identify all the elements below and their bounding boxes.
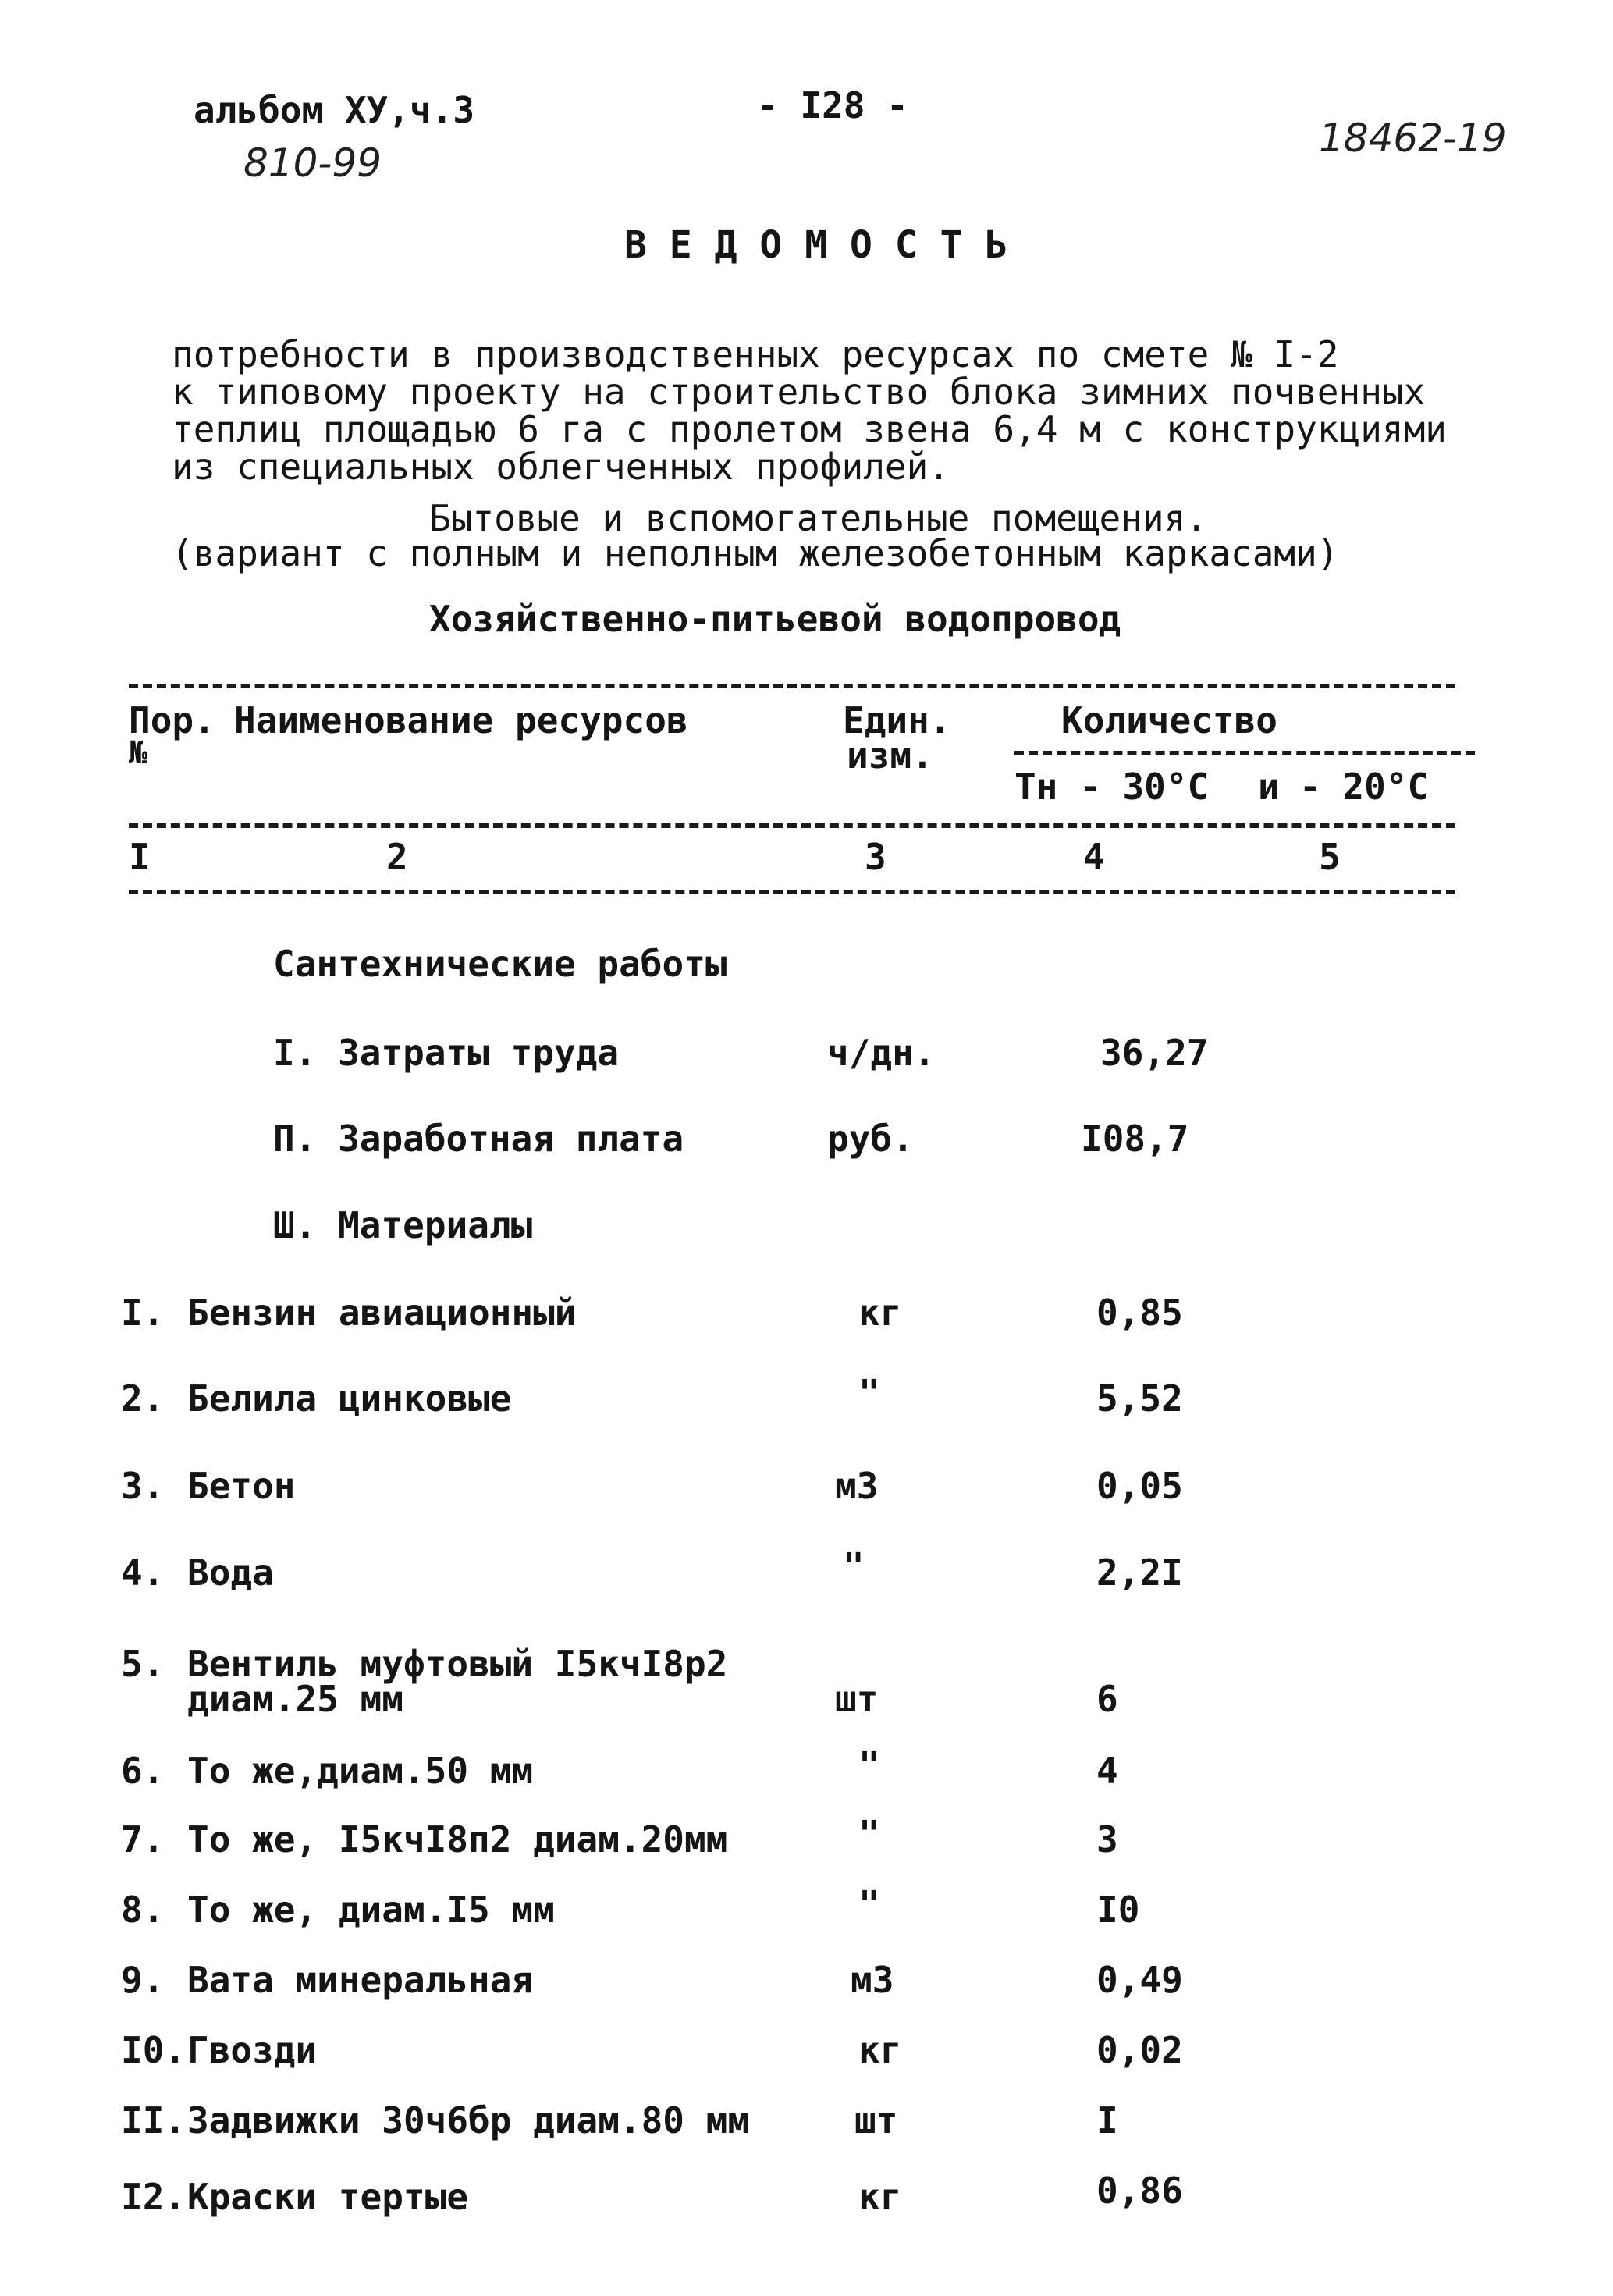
col-header-unit-line2: изм. xyxy=(847,734,933,777)
material-row-name: Бензин авиационный xyxy=(187,1292,577,1334)
material-row-number: 6. xyxy=(121,1750,165,1792)
summary-row-qty: I08,7 xyxy=(1081,1118,1189,1160)
material-row-unit: " xyxy=(858,1883,880,1925)
col-header-no-sign: № xyxy=(129,735,148,771)
summary-row-name: П. Заработная плата xyxy=(273,1118,684,1160)
material-row-unit: кг xyxy=(858,2176,902,2218)
qty-header-rule xyxy=(1014,751,1475,755)
material-row-qty: 6 xyxy=(1096,1678,1118,1720)
material-row-unit: шт xyxy=(835,1678,879,1720)
material-row-unit: " xyxy=(843,1545,865,1587)
table-numbers-rule xyxy=(129,890,1455,894)
col-header-no: Пор. xyxy=(129,699,215,741)
document-title: В Е Д О М О С Т Ь xyxy=(624,223,1008,267)
material-row-name: То же, I5кчI8п2 диам.20мм xyxy=(187,1818,728,1861)
material-row-number: 2. xyxy=(121,1377,165,1420)
material-row-qty: 4 xyxy=(1096,1750,1118,1792)
summary-row-unit: ч/дн. xyxy=(827,1032,936,1074)
material-row-name: Гвозди xyxy=(187,2029,318,2071)
material-row-number: I. xyxy=(121,1292,165,1334)
material-row-qty: 0,86 xyxy=(1096,2170,1183,2212)
subtitle-line-1: Бытовые и вспомогательные помещения. xyxy=(429,497,1207,539)
page-number: - I28 - xyxy=(757,84,908,126)
col-header-qty-sep: и xyxy=(1258,766,1280,808)
material-row-number: II. xyxy=(121,2099,187,2141)
summary-row-qty: 36,27 xyxy=(1100,1032,1209,1074)
material-row-qty: I xyxy=(1096,2099,1118,2141)
material-row-qty: 0,85 xyxy=(1096,1292,1183,1334)
intro-line-3: теплиц площадью 6 га с пролетом звена 6,4 м с конструкциями xyxy=(172,408,1447,450)
material-row-qty: 5,52 xyxy=(1096,1377,1183,1420)
intro-line-4: из специальных облегченных профилей. xyxy=(172,446,950,488)
material-row-name-continued: диам.25 мм xyxy=(187,1678,403,1720)
material-row-qty: I0 xyxy=(1096,1889,1140,1931)
material-row-unit: кг xyxy=(858,1292,902,1334)
material-row-unit: " xyxy=(858,1813,880,1855)
material-row-number: 4. xyxy=(121,1551,165,1594)
col-number-3: 3 xyxy=(865,836,886,878)
material-row-number: 9. xyxy=(121,1959,165,2001)
material-row-number: 5. xyxy=(121,1643,165,1685)
material-row-number: 7. xyxy=(121,1818,165,1861)
material-row-name: Белила цинковые xyxy=(187,1377,512,1420)
table-top-rule xyxy=(129,684,1455,688)
col-header-qty-temp-b: - 20°С xyxy=(1299,766,1430,808)
summary-row-name: Ш. Материалы xyxy=(273,1204,533,1246)
intro-line-1: потребности в производственных ресурсах по смете № I-2 xyxy=(172,333,1339,375)
material-row-unit: м3 xyxy=(851,1959,894,2001)
subtitle-line-2: (вариант с полным и неполным железобетонным каркасами) xyxy=(172,532,1339,574)
col-header-name: Наименование ресурсов xyxy=(234,699,688,741)
material-row-name: Вентиль муфтовый I5кчI8р2 xyxy=(187,1643,728,1685)
material-row-unit: кг xyxy=(858,2029,902,2071)
handwritten-right-note: 18462-19 xyxy=(1319,116,1507,161)
material-row-qty: 0,02 xyxy=(1096,2029,1183,2071)
col-number-1: I xyxy=(129,836,151,878)
material-row-unit: " xyxy=(858,1372,880,1414)
material-row-number: 3. xyxy=(121,1465,165,1507)
album-label: альбом ХУ,ч.3 xyxy=(194,89,475,131)
material-row-number: I0. xyxy=(121,2029,187,2071)
section-title: Хозяйственно-питьевой водопровод xyxy=(429,598,1121,640)
material-row-qty: 0,49 xyxy=(1096,1959,1183,2001)
material-row-name: Вода xyxy=(187,1551,274,1594)
material-row-name: Бетон xyxy=(187,1465,296,1507)
col-header-qty-temp-a: Тн - 30°С xyxy=(1014,766,1210,808)
material-row-qty: 0,05 xyxy=(1096,1465,1183,1507)
material-row-unit: м3 xyxy=(835,1465,879,1507)
col-number-4: 4 xyxy=(1083,836,1105,878)
material-row-qty: 2,2I xyxy=(1096,1551,1183,1594)
col-header-qty: Количество xyxy=(1061,699,1277,741)
material-row-unit: шт xyxy=(854,2099,898,2141)
material-row-name: Задвижки 30ч6бр диам.80 мм xyxy=(187,2099,750,2141)
col-header-unit-line1: Един. xyxy=(843,699,951,741)
material-row-qty: 3 xyxy=(1096,1818,1118,1861)
material-row-name: То же,диам.50 мм xyxy=(187,1750,534,1792)
material-row-number: I2. xyxy=(121,2176,187,2218)
material-row-number: 8. xyxy=(121,1889,165,1931)
intro-line-2: к типовому проекту на строительство блока зимних почвенных xyxy=(172,371,1426,413)
material-row-name: Вата минеральная xyxy=(187,1959,534,2001)
table-header-rule xyxy=(129,823,1455,828)
material-row-name: То же, диам.I5 мм xyxy=(187,1889,555,1931)
summary-row-unit: руб. xyxy=(827,1118,914,1160)
material-row-unit: " xyxy=(858,1744,880,1786)
col-number-2: 2 xyxy=(386,836,408,878)
col-number-5: 5 xyxy=(1319,836,1341,878)
group-title: Сантехнические работы xyxy=(273,943,727,985)
handwritten-left-note: 810-99 xyxy=(243,140,382,186)
summary-row-name: I. Затраты труда xyxy=(273,1032,620,1074)
material-row-name: Краски тертые xyxy=(187,2176,469,2218)
